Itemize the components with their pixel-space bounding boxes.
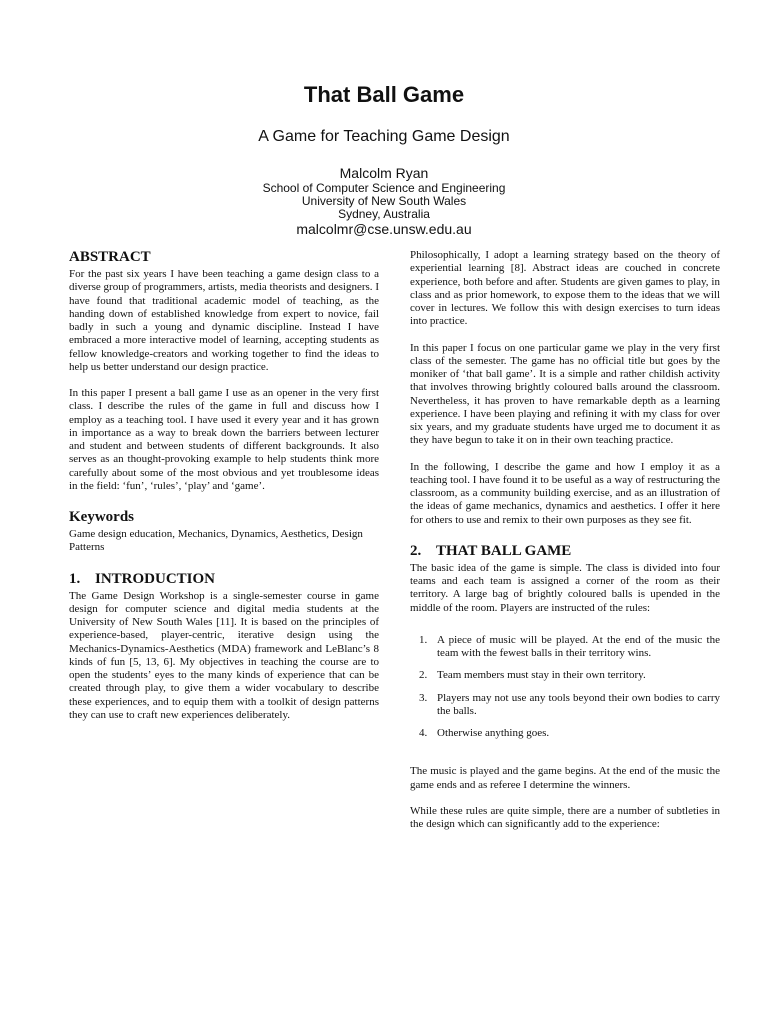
author-email: malcolmr@cse.unsw.edu.au xyxy=(296,221,472,237)
rules-list xyxy=(410,634,720,741)
list-item-text: Otherwise anything goes. xyxy=(437,727,550,739)
abstract-paragraph: In this paper I present a ball game I use as an opener in the very first class. I describe the rules of the game in full and discuss how I employ as a teaching tool. I have used it every year and it has grown in importance as a way to break down the barriers between lecturer and student and between students of different backgrounds. It also serves as an thought-provoking example to help students think more carefully about some of the most obvious and yet troublesome ideas in the field: ‘fun’, ‘rules’, ‘play’ and ‘game’. xyxy=(69,387,379,492)
right-column xyxy=(410,249,720,831)
keywords-text: Game design education, Mechanics, Dynamics, Aesthetics, Design Patterns xyxy=(69,528,363,554)
affiliation-line: University of New South Wales xyxy=(301,194,467,208)
list-item-text: Team members must stay in their own territory. xyxy=(437,669,646,682)
list-marker: 1. xyxy=(419,633,428,646)
abstract-paragraph: For the past six years I have been teaching a game design class to a diverse group of programmers, artists, media theorists and designers. I have found that traditional academic model of teaching, as the handing down of established knowledge from expert to novice, fail badly in such a young and dynamic discipline. Instead I have embraced a more interactive model of learning, accepting students as fellow knowledge-creators and working together to find the ideas to help us better understand our design practice. xyxy=(69,268,379,373)
list-item-text: A piece of music will be played. At the end of the music the team with the fewest balls in their territory wins. xyxy=(437,633,720,659)
body-paragraph: While these rules are quite simple, there are a number of subtleties in the design which can significantly add to the experience: xyxy=(410,804,720,830)
section2-intro: The basic idea of the game is simple. The class is divided into four teams and each team is assigned a corner of the room as their territory. A large bag of brightly coloured balls is upended in the middle of the room. Players are instructed of the rules: xyxy=(410,561,720,614)
author-block xyxy=(0,165,768,238)
list-item xyxy=(419,691,720,719)
section-title: THAT BALL GAME xyxy=(436,542,572,559)
introduction-heading xyxy=(69,571,379,588)
abstract-heading: ABSTRACT xyxy=(69,249,151,265)
section2-heading xyxy=(410,543,720,560)
list-item xyxy=(419,727,720,740)
body-paragraph: In the following, I describe the game and how I employ it as a teaching tool. I have found it to be useful as a way of restructuring the classroom, as a community building exercise, and as an illustration of the ideas of game mechanics, dynamics and aesthetics. I offer it here for others to use and remix to their own purposes as they see fit. xyxy=(410,460,720,526)
list-item-text: Players may not use any tools beyond their own bodies to carry the balls. xyxy=(437,691,720,717)
affiliation-line: Sydney, Australia xyxy=(338,207,430,221)
list-marker: 2. xyxy=(419,669,428,682)
list-marker: 3. xyxy=(419,691,428,704)
section-number: 1. xyxy=(69,570,81,587)
section-number: 2. xyxy=(410,542,422,559)
affiliation-line: School of Computer Science and Engineering xyxy=(262,181,506,195)
list-item xyxy=(419,669,720,682)
list-marker: 4. xyxy=(419,727,428,739)
section-title: INTRODUCTION xyxy=(95,570,216,587)
paper-subtitle: A Game for Teaching Game Design xyxy=(258,128,510,145)
left-column xyxy=(69,249,379,722)
body-paragraph: Philosophically, I adopt a learning strategy based on the theory of experiential learning [8]. Abstract ideas are couched in concrete experience, both before and after. Students are given games to play, in class and as prior homework, to expose them to the ideas that we will cover in lectures. We follow this with design exercises to turn ideas into practice. xyxy=(410,249,720,328)
body-paragraph: In this paper I focus on one particular game we play in the very first class of the semester. The game has no official title but goes by the moniker of ‘that ball game’. It is a simple and rather childish activity that involves throwing brightly coloured balls around the classroom. Nevertheless, it has proven to have remarkable depth as a learning experience. I have been playing and refining it with my class for over six years, and my graduate students have urged me to document it as they have begun to take it on in their own teaching practice. xyxy=(410,341,720,447)
body-paragraph: The music is played and the game begins. At the end of the music the game ends and as referee I determine the winners. xyxy=(410,765,720,791)
list-item xyxy=(419,633,720,661)
keywords-heading: Keywords xyxy=(69,509,134,525)
introduction-paragraph: The Game Design Workshop is a single-semester course in game design for computer science and digital media students at the University of New South Wales [11]. It is based on the principles of experience-based, player-centric, iterative design using the Mechanics-Dynamics-Aesthetics (MDA) framework and LeBlanc’s 8 kinds of fun [5, 13, 6]. My objectives in teaching the course are to open the students’ eyes to the many kinds of experience that can be created through play, to give them a wider vocabulary to describe these experiences, and to equip them with a toolkit of design patterns they can use to craft new experiences deliberately. xyxy=(69,589,379,721)
author-name: Malcolm Ryan xyxy=(339,165,429,181)
paper-title: That Ball Game xyxy=(303,82,465,107)
